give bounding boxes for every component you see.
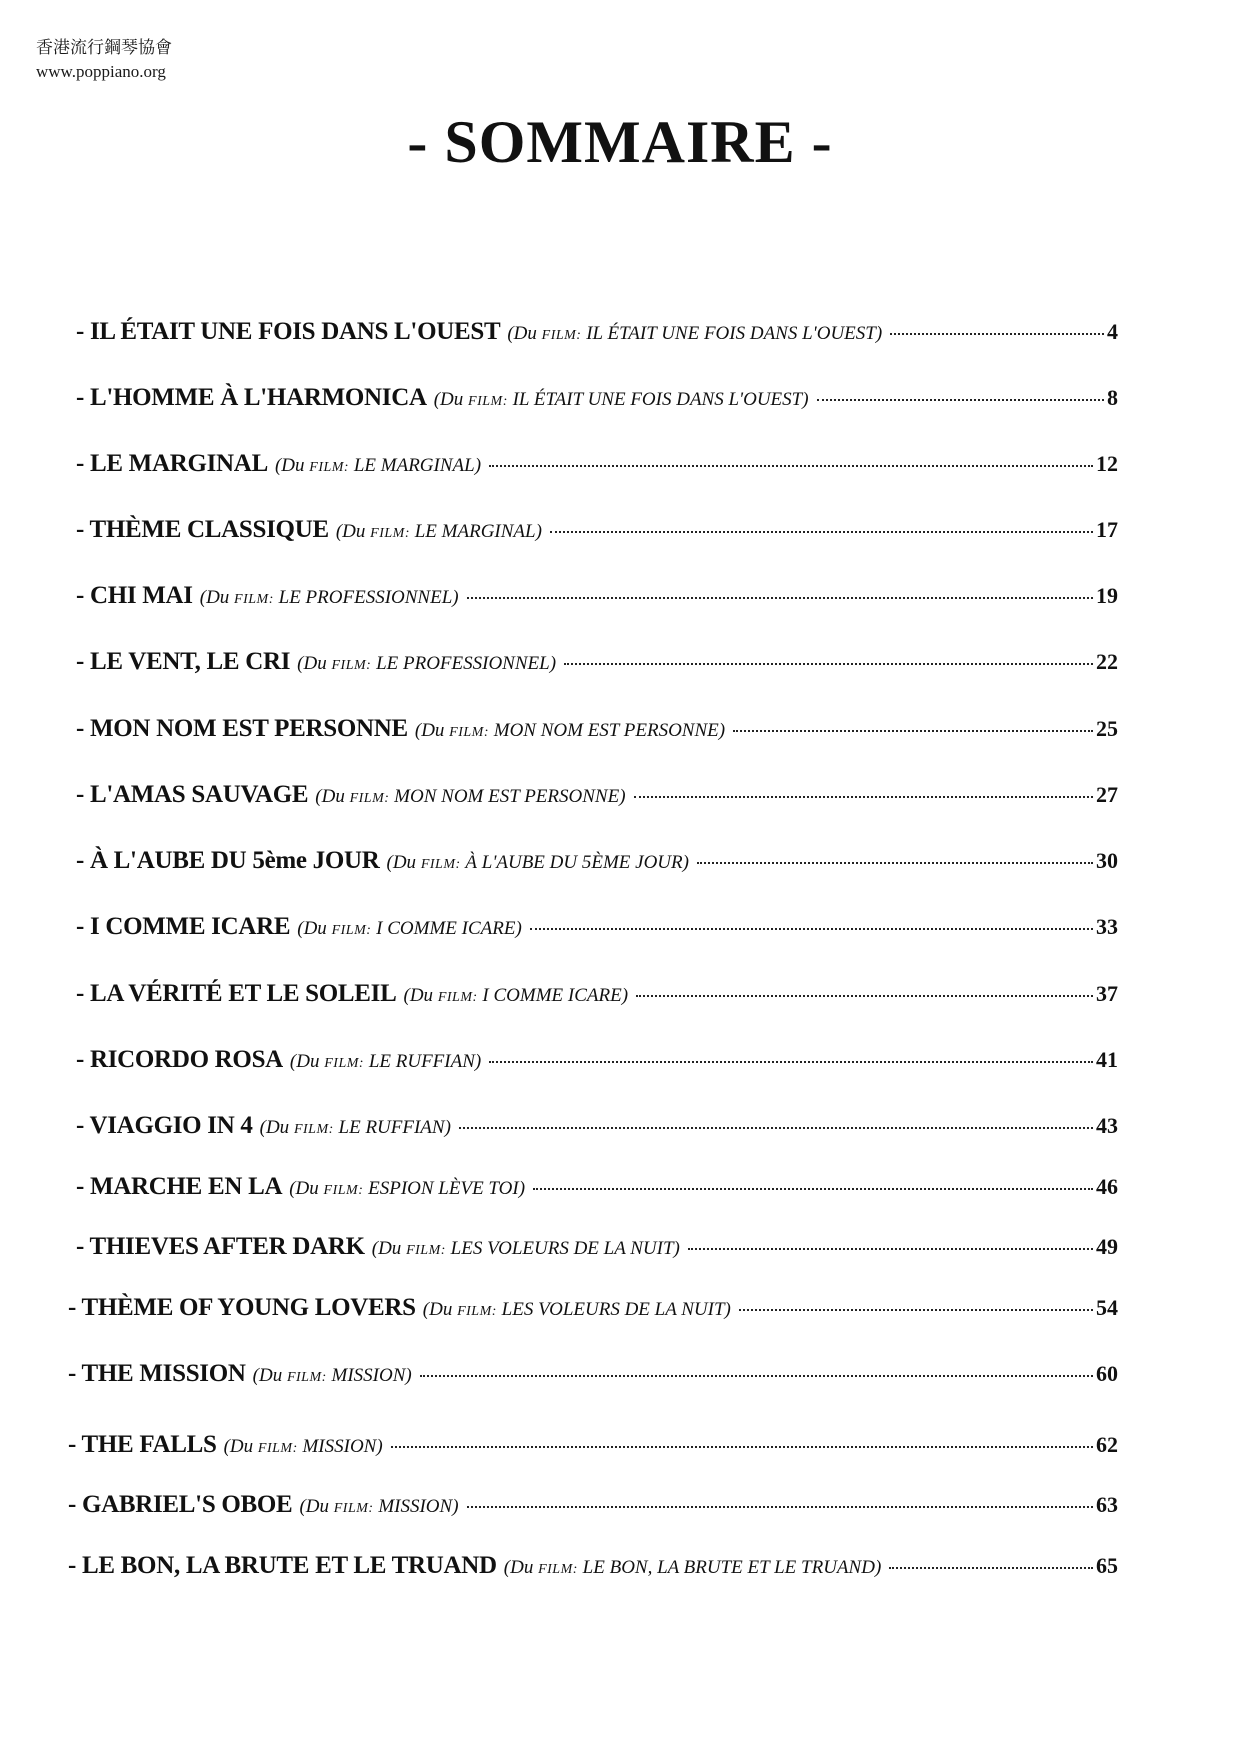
toc-entry — [68, 1491, 1118, 1525]
toc-entry — [68, 1431, 1118, 1465]
toc-entry-title: - THÈME OF YOUNG LOVERS — [68, 1294, 416, 1321]
toc-entry-title: - LE VENT, LE CRI — [76, 648, 291, 675]
toc-entry-source: (Du FILM: I COMME ICARE) — [403, 985, 629, 1006]
toc-entry-film: MON NOM EST PERSONNE — [394, 786, 620, 807]
toc-entry — [76, 1112, 1118, 1146]
source-prefix-du: Du — [258, 1365, 283, 1386]
toc-entry-source: (Du FILM: LE PROFESSIONNEL) — [199, 587, 459, 608]
toc-entry-page-number: 63 — [1096, 1492, 1118, 1517]
toc-entry-page-number: 49 — [1096, 1234, 1118, 1259]
source-prefix-film: FILM: — [349, 791, 390, 806]
toc-entry-title: - À L'AUBE DU 5ème JOUR — [76, 847, 380, 874]
toc-entry-film: MISSION — [331, 1365, 406, 1386]
dot-leader — [733, 730, 1093, 732]
toc-entry — [76, 648, 1118, 682]
source-prefix-film: FILM: — [324, 1056, 365, 1071]
toc-entry-title: - THE MISSION — [68, 1360, 246, 1387]
toc-entry-film: MISSION — [378, 1496, 453, 1517]
toc-entry — [68, 1294, 1118, 1328]
toc-entry-film: LE RUFFIAN — [338, 1117, 445, 1138]
toc-entry — [76, 980, 1118, 1014]
source-prefix-du: Du — [510, 1557, 534, 1578]
dot-leader — [420, 1375, 1093, 1377]
source-prefix-du: Du — [378, 1238, 402, 1259]
source-prefix-du: Du — [321, 786, 345, 807]
source-prefix-du: Du — [392, 852, 417, 873]
source-prefix-film: FILM: — [333, 1501, 374, 1516]
toc-entry-source: (Du FILM: MISSION) — [252, 1365, 412, 1386]
source-prefix-film: FILM: — [538, 1562, 578, 1577]
dot-leader — [467, 597, 1093, 599]
toc-entry-film: IL ÉTAIT UNE FOIS DANS L'OUEST — [586, 323, 876, 344]
source-prefix-film: FILM: — [406, 1243, 446, 1258]
page-title: - SOMMAIRE - — [407, 109, 833, 175]
source-prefix-film: FILM: — [286, 1370, 327, 1385]
toc-entry-page-number: 54 — [1096, 1295, 1118, 1320]
toc-entry-page-number: 19 — [1096, 583, 1118, 608]
toc-entry-film: LE PROFESSIONNEL — [376, 653, 550, 674]
toc-entry-title: - L'AMAS SAUVAGE — [76, 781, 309, 808]
toc-entry-title: - MON NOM EST PERSONNE — [76, 715, 408, 742]
toc-entry-source: (Du FILM: LE MARGINAL) — [335, 521, 542, 542]
toc-entry-page-number: 4 — [1107, 319, 1118, 344]
toc-entry-source: (Du FILM: ESPION LÈVE TOI) — [289, 1178, 526, 1199]
source-prefix-film: FILM: — [323, 1183, 364, 1198]
source-prefix-du: Du — [281, 455, 305, 476]
source-prefix-film: FILM: — [468, 394, 508, 409]
source-prefix-film: FILM: — [257, 1441, 298, 1456]
source-prefix-du: Du — [265, 1117, 290, 1138]
toc-entry-film: LES VOLEURS DE LA NUIT — [450, 1238, 674, 1259]
source-prefix-film: FILM: — [309, 460, 350, 475]
source-prefix-film: FILM: — [420, 857, 461, 872]
toc-entry-page-number: 30 — [1096, 848, 1118, 873]
toc-entry-title: - GABRIEL'S OBOE — [68, 1491, 293, 1518]
toc-entry-film: LES VOLEURS DE LA NUIT — [501, 1299, 725, 1320]
dot-leader — [391, 1446, 1093, 1448]
dot-leader — [533, 1188, 1093, 1190]
dot-leader — [636, 995, 1093, 997]
toc-entry-title: - VIAGGIO IN 4 — [76, 1112, 253, 1139]
source-prefix-film: FILM: — [331, 923, 372, 938]
toc-entry-source: (Du FILM: LES VOLEURS DE LA NUIT) — [371, 1238, 680, 1259]
toc-entry-page-number: 60 — [1096, 1361, 1118, 1386]
toc-entry-page-number: 8 — [1107, 385, 1118, 410]
toc-entry-page-number: 37 — [1096, 981, 1118, 1006]
toc-entry-title: - L'HOMME À L'HARMONICA — [76, 384, 427, 411]
source-prefix-du: Du — [229, 1436, 254, 1457]
toc-entry — [76, 913, 1118, 947]
toc-entry-page-number: 25 — [1096, 716, 1118, 741]
toc-entry-title: - MARCHE EN LA — [76, 1173, 283, 1200]
dot-leader — [489, 1061, 1093, 1063]
source-prefix-film: FILM: — [234, 592, 274, 607]
source-prefix-film: FILM: — [457, 1304, 497, 1319]
toc-entry-film: À L'AUBE DU 5ÈME JOUR — [465, 852, 683, 873]
toc-entry — [76, 1233, 1118, 1267]
toc-entry-title: - THIEVES AFTER DARK — [76, 1233, 365, 1260]
toc-entry-title: - IL ÉTAIT UNE FOIS DANS L'OUEST — [76, 318, 501, 345]
source-prefix-du: Du — [409, 985, 434, 1006]
toc-entry-source: (Du FILM: LE RUFFIAN) — [259, 1117, 451, 1138]
toc-entry-title: - I COMME ICARE — [76, 913, 291, 940]
toc-entry-film: ESPION LÈVE TOI — [368, 1178, 519, 1199]
source-prefix-du: Du — [206, 587, 230, 608]
toc-entry-page-number: 12 — [1096, 451, 1118, 476]
dot-leader — [890, 333, 1104, 335]
toc-entry-page-number: 27 — [1096, 782, 1118, 807]
toc-entry — [76, 318, 1118, 352]
dot-leader — [634, 796, 1093, 798]
toc-entry — [76, 582, 1118, 616]
toc-entry-title: - THE FALLS — [68, 1431, 217, 1458]
toc-entry-film: LE MARGINAL — [353, 455, 475, 476]
watermark-chinese: 香港流行鋼琴協會 — [36, 38, 172, 58]
source-prefix-film: FILM: — [541, 328, 582, 343]
toc-entry-page-number: 17 — [1096, 517, 1118, 542]
toc-entry-source: (Du FILM: LES VOLEURS DE LA NUIT) — [422, 1299, 731, 1320]
source-prefix-du: Du — [342, 521, 366, 542]
dot-leader — [688, 1248, 1093, 1250]
toc-entry-film: LE BON, LA BRUTE ET LE TRUAND — [582, 1557, 875, 1578]
toc-entry-source: (Du FILM: LE PROFESSIONNEL) — [297, 653, 557, 674]
toc-entry-source: (Du FILM: À L'AUBE DU 5ÈME JOUR) — [386, 852, 689, 873]
source-prefix-film: FILM: — [449, 725, 489, 740]
toc-entry-film: LE PROFESSIONNEL — [278, 587, 453, 608]
toc-entry-source: (Du FILM: MON NOM EST PERSONNE) — [414, 720, 726, 741]
toc-entry-source: (Du FILM: LE MARGINAL) — [274, 455, 482, 476]
toc-entry-page-number: 41 — [1096, 1047, 1118, 1072]
toc-entry-source: (Du FILM: MISSION) — [299, 1496, 459, 1517]
source-prefix-film: FILM: — [437, 990, 478, 1005]
toc-entry-page-number: 22 — [1096, 649, 1118, 674]
toc-entry — [68, 1360, 1118, 1394]
dot-leader — [564, 663, 1093, 665]
toc-entry-film: IL ÉTAIT UNE FOIS DANS L'OUEST — [512, 389, 803, 410]
toc-entry-source: (Du FILM: I COMME ICARE) — [297, 918, 522, 939]
dot-leader — [697, 862, 1093, 864]
toc-entry — [76, 1046, 1118, 1080]
toc-entry-title: - LE MARGINAL — [76, 450, 268, 477]
dot-leader — [489, 465, 1093, 467]
toc-entry — [76, 847, 1118, 881]
toc-entry — [76, 781, 1118, 815]
toc-entry-source: (Du FILM: LE RUFFIAN) — [289, 1051, 482, 1072]
toc-entry-title: - RICORDO ROSA — [76, 1046, 283, 1073]
toc-entry — [76, 384, 1118, 418]
toc-entry-source: (Du FILM: MON NOM EST PERSONNE) — [315, 786, 626, 807]
toc-entry-title: - CHI MAI — [76, 582, 193, 609]
source-prefix-du: Du — [295, 1178, 319, 1199]
source-prefix-du: Du — [303, 653, 327, 674]
toc-entry — [68, 1552, 1118, 1586]
dot-leader — [889, 1567, 1093, 1569]
toc-entry-page-number: 33 — [1096, 914, 1118, 939]
toc-entry-source: (Du FILM: IL ÉTAIT UNE FOIS DANS L'OUEST) — [433, 389, 809, 410]
toc-entry-title: - LE BON, LA BRUTE ET LE TRUAND — [68, 1552, 497, 1579]
toc-entry-film: MON NOM EST PERSONNE — [493, 720, 719, 741]
toc-entry-film: LE MARGINAL — [414, 521, 536, 542]
watermark-url: www.poppiano.org — [36, 62, 166, 81]
source-prefix-du: Du — [303, 918, 327, 939]
toc-entry — [76, 715, 1118, 749]
source-prefix-du: Du — [421, 720, 445, 741]
dot-leader — [739, 1309, 1093, 1311]
dot-leader — [459, 1127, 1093, 1129]
toc-entry-source: (Du FILM: IL ÉTAIT UNE FOIS DANS L'OUEST) — [507, 323, 883, 344]
toc-entry — [76, 450, 1118, 484]
toc-entry-film: MISSION — [302, 1436, 377, 1457]
source-prefix-film: FILM: — [331, 658, 372, 673]
toc-entry-source: (Du FILM: LE BON, LA BRUTE ET LE TRUAND) — [503, 1557, 882, 1578]
toc-entry-film: LE RUFFIAN — [368, 1051, 475, 1072]
toc-entry-film: I COMME ICARE — [482, 985, 622, 1006]
source-prefix-film: FILM: — [293, 1122, 334, 1137]
source-prefix-du: Du — [305, 1496, 329, 1517]
toc-entry-page-number: 43 — [1096, 1113, 1118, 1138]
toc-entry-page-number: 65 — [1096, 1553, 1118, 1578]
toc-entry-title: - LA VÉRITÉ ET LE SOLEIL — [76, 980, 397, 1007]
dot-leader — [817, 399, 1104, 401]
toc-entry-page-number: 46 — [1096, 1174, 1118, 1199]
source-prefix-du: Du — [296, 1051, 320, 1072]
toc-entry-film: I COMME ICARE — [376, 918, 516, 939]
source-prefix-film: FILM: — [370, 526, 410, 541]
dot-leader — [467, 1506, 1093, 1508]
toc-entry-title: - THÈME CLASSIQUE — [76, 516, 329, 543]
dot-leader — [530, 928, 1093, 930]
source-prefix-du: Du — [429, 1299, 453, 1320]
toc-entry — [76, 516, 1118, 550]
toc-entry-page-number: 62 — [1096, 1432, 1118, 1457]
source-prefix-du: Du — [513, 323, 537, 344]
toc-entry — [76, 1173, 1118, 1207]
toc-entry-source: (Du FILM: MISSION) — [223, 1436, 383, 1457]
source-prefix-du: Du — [440, 389, 464, 410]
dot-leader — [550, 531, 1093, 533]
